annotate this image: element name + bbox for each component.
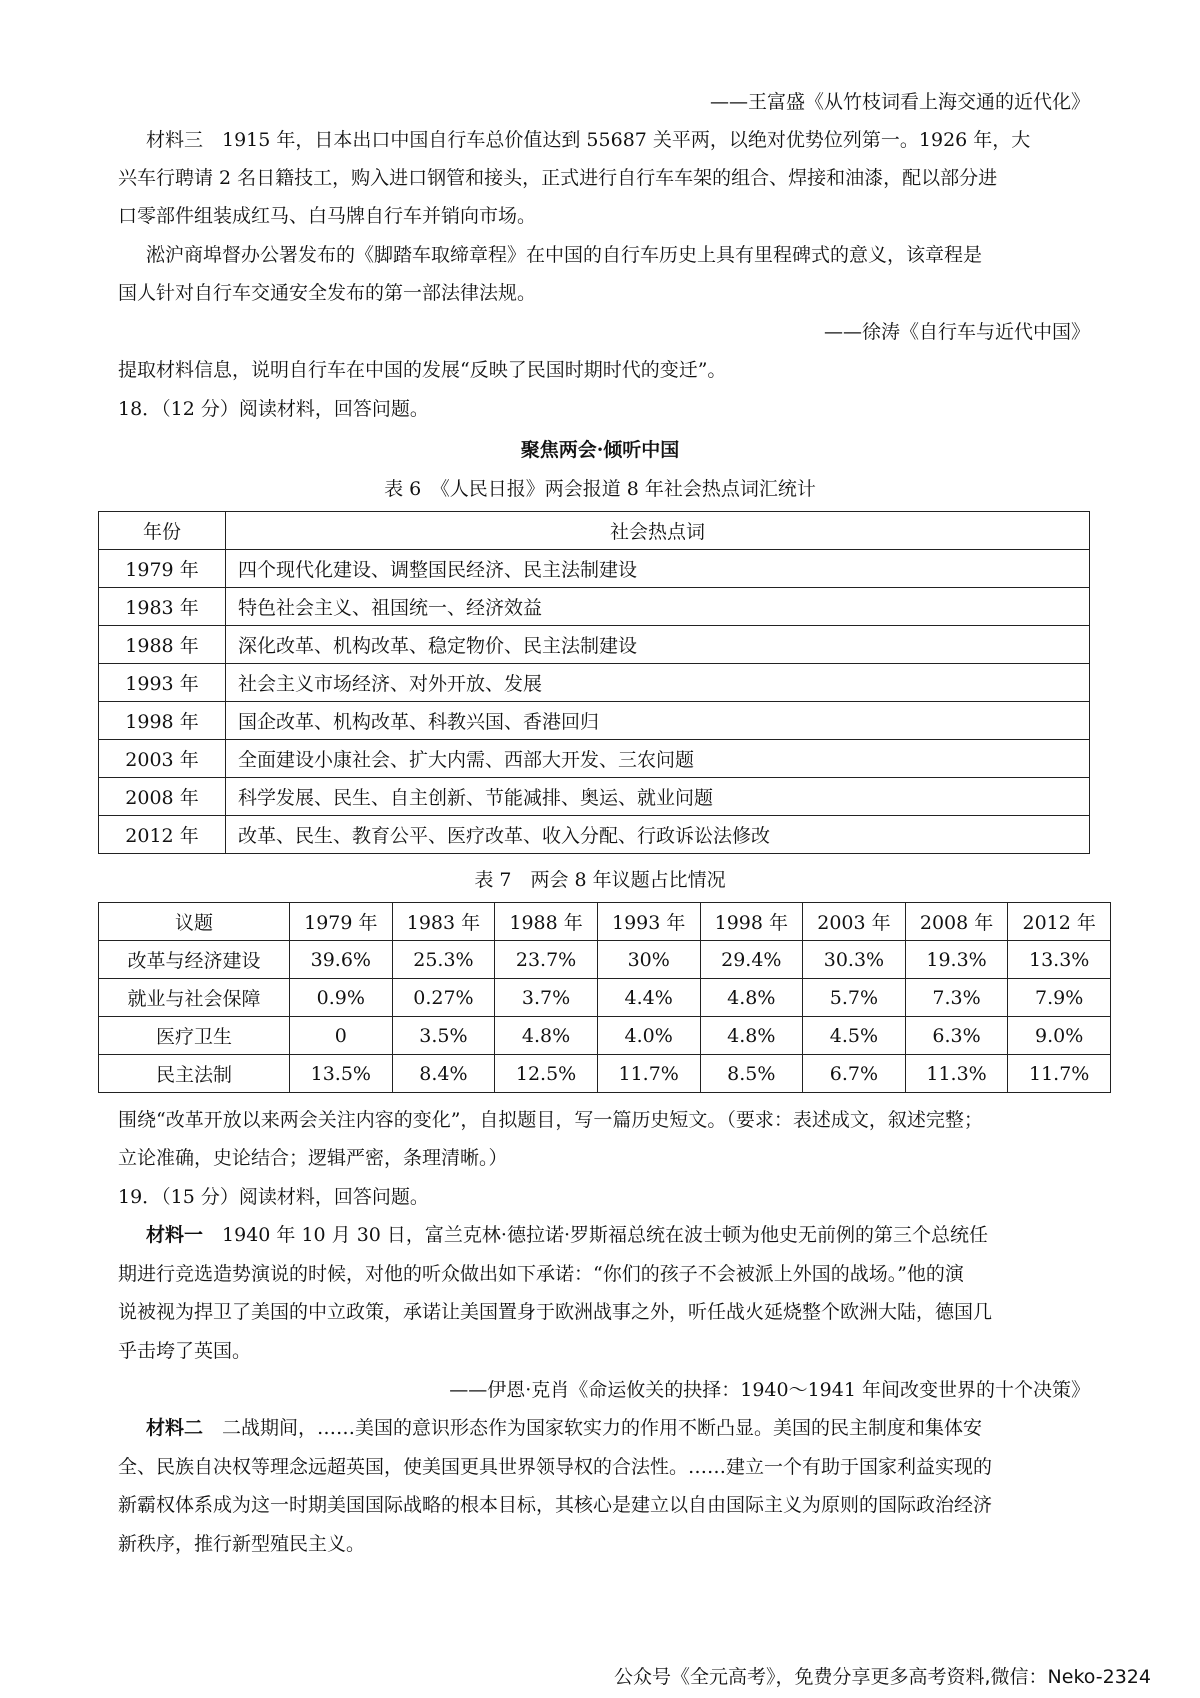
t7-value-cell: 11.7% — [597, 1055, 700, 1093]
table-row — [99, 740, 1090, 778]
t7-header-year: 2012 年 — [1008, 903, 1111, 941]
t6-keywords-cell: 深化改革、机构改革、稳定物价、民主法制建设 — [226, 626, 1090, 664]
t7-value-cell: 7.9% — [1008, 979, 1111, 1017]
table-row — [99, 664, 1090, 702]
t7-value-cell: 4.0% — [597, 1017, 700, 1055]
t7-value-cell: 29.4% — [700, 941, 803, 979]
material3-line4: 淞沪商埠督办公署发布的《脚踏车取缔章程》在中国的自行车历史上具有里程碑式的意义，该章程是 — [146, 244, 983, 266]
t7-topic-cell: 就业与社会保障 — [99, 979, 290, 1017]
q19-material2-line3: 新霸权体系成为这一时期美国国际战略的根本目标，其核心是建立以自由国际主义为原则的国际政治经济 — [118, 1494, 993, 1516]
material3-line1: 材料三 1915 年，日本出口中国自行车总价值达到 55687 关平两，以绝对优势位列第一。1926 年，大 — [146, 129, 1031, 151]
t7-value-cell: 0.9% — [290, 979, 393, 1017]
t7-value-cell: 11.3% — [905, 1055, 1008, 1093]
t6-keywords-cell: 四个现代化建设、调整国民经济、民主法制建设 — [226, 550, 1090, 588]
t6-year-cell: 1988 年 — [99, 626, 226, 664]
t7-value-cell: 4.4% — [597, 979, 700, 1017]
attribution-wang: ——王富盛《从竹枝词看上海交通的近代化》 — [709, 91, 1090, 113]
q18-heading: 18．（12 分）阅读材料，回答问题。 — [118, 398, 429, 420]
table7 — [98, 902, 1111, 1093]
q19-material2-line1 — [146, 1414, 982, 1442]
q19-material1-line2: 期进行竞选造势演说的时候，对他的听众做出如下承诺：“你们的孩子不会被派上外国的战场。”他的演 — [118, 1263, 964, 1285]
table6 — [98, 511, 1090, 854]
material2-label: 材料二 — [146, 1417, 204, 1439]
material3-line5: 国人针对自行车交通安全发布的第一部法律法规。 — [118, 282, 537, 304]
t7-value-cell: 6.3% — [905, 1017, 1008, 1055]
material2-text: 二战期间，……美国的意识形态作为国家软实力的作用不断凸显。美国的民主制度和集体安 — [203, 1417, 983, 1439]
q19-heading: 19．（15 分）阅读材料，回答问题。 — [118, 1186, 429, 1208]
t6-year-cell: 2003 年 — [99, 740, 226, 778]
t7-value-cell: 4.5% — [803, 1017, 906, 1055]
t7-header-year: 1988 年 — [495, 903, 598, 941]
t7-value-cell: 30% — [597, 941, 700, 979]
table-row — [99, 626, 1090, 664]
table-header-row — [99, 512, 1090, 550]
t6-year-cell: 1993 年 — [99, 664, 226, 702]
material3-line2: 兴车行聘请 2 名日籍技工，购入进口钢管和接头，正式进行自行车车架的组合、焊接和油漆，配以部分进 — [118, 167, 998, 189]
t7-header-year: 2003 年 — [803, 903, 906, 941]
t6-keywords-cell: 科学发展、民生、自主创新、节能减排、奥运、就业问题 — [226, 778, 1090, 816]
footer-watermark: 公众号《全元高考》，免费分享更多高考资料,微信：Neko-2324 — [614, 1666, 1151, 1688]
t7-header-year: 1998 年 — [700, 903, 803, 941]
table-row — [99, 550, 1090, 588]
t7-value-cell: 23.7% — [495, 941, 598, 979]
t7-header-year: 1993 年 — [597, 903, 700, 941]
table-row — [99, 979, 1111, 1017]
table-row — [99, 778, 1090, 816]
table-row — [99, 1017, 1111, 1055]
t6-keywords-cell: 改革、民生、教育公平、医疗改革、收入分配、行政诉讼法修改 — [226, 816, 1090, 854]
material3-line3: 口零部件组装成红马、白马牌自行车并销向市场。 — [118, 205, 537, 227]
q19-material1-line3: 说被视为捍卫了美国的中立政策，承诺让美国置身于欧洲战事之外，听任战火延烧整个欧洲大陆，德国几 — [118, 1301, 993, 1323]
t7-value-cell: 39.6% — [290, 941, 393, 979]
t7-value-cell: 25.3% — [392, 941, 495, 979]
t7-topic-cell: 改革与经济建设 — [99, 941, 290, 979]
t6-keywords-cell: 全面建设小康社会、扩大内需、西部大开发、三农问题 — [226, 740, 1090, 778]
t7-value-cell: 19.3% — [905, 941, 1008, 979]
t7-header-year: 2008 年 — [905, 903, 1008, 941]
table7-caption: 表 7 两会 8 年议题占比情况 — [474, 869, 726, 891]
t7-topic-cell: 医疗卫生 — [99, 1017, 290, 1055]
table-row — [99, 702, 1090, 740]
t7-value-cell: 3.7% — [495, 979, 598, 1017]
table-row — [99, 816, 1090, 854]
t7-value-cell: 4.8% — [700, 1017, 803, 1055]
t7-value-cell: 8.5% — [700, 1055, 803, 1093]
t7-header-topic: 议题 — [99, 903, 290, 941]
t6-keywords-cell: 国企改革、机构改革、科教兴国、香港回归 — [226, 702, 1090, 740]
t6-year-cell: 1983 年 — [99, 588, 226, 626]
t7-value-cell: 3.5% — [392, 1017, 495, 1055]
table6-caption: 表 6 《人民日报》两会报道 8 年社会热点词汇统计 — [384, 478, 816, 500]
table-row — [99, 941, 1111, 979]
q19-material2-line4: 新秩序，推行新型殖民主义。 — [118, 1533, 366, 1555]
t7-value-cell: 13.5% — [290, 1055, 393, 1093]
table-row — [99, 588, 1090, 626]
t7-value-cell: 4.8% — [700, 979, 803, 1017]
t6-header-keywords: 社会热点词 — [226, 512, 1090, 550]
t6-year-cell: 2008 年 — [99, 778, 226, 816]
t7-header-year: 1983 年 — [392, 903, 495, 941]
q18-title: 聚焦两会·倾听中国 — [520, 439, 680, 461]
q18-task-line1: 围绕“改革开放以来两会关注内容的变化”，自拟题目，写一篇历史短文。（要求：表述成文，叙述完整； — [118, 1109, 983, 1131]
t7-value-cell: 0 — [290, 1017, 393, 1055]
t6-header-year: 年份 — [99, 512, 226, 550]
t7-value-cell: 12.5% — [495, 1055, 598, 1093]
t7-value-cell: 9.0% — [1008, 1017, 1111, 1055]
t7-value-cell: 5.7% — [803, 979, 906, 1017]
t6-keywords-cell: 特色社会主义、祖国统一、经济效益 — [226, 588, 1090, 626]
t7-value-cell: 4.8% — [495, 1017, 598, 1055]
table-row — [99, 1055, 1111, 1093]
t7-value-cell: 13.3% — [1008, 941, 1111, 979]
t7-value-cell: 30.3% — [803, 941, 906, 979]
t7-value-cell: 8.4% — [392, 1055, 495, 1093]
t7-value-cell: 6.7% — [803, 1055, 906, 1093]
t7-value-cell: 7.3% — [905, 979, 1008, 1017]
table-header-row — [99, 903, 1111, 941]
t6-year-cell: 1979 年 — [99, 550, 226, 588]
attribution-kershaw: ——伊恩·克肖《命运攸关的抉择：1940～1941 年间改变世界的十个决策》 — [449, 1379, 1090, 1401]
q19-material1-line1 — [146, 1221, 988, 1249]
q19-material1-line4: 乎击垮了英国。 — [118, 1340, 252, 1362]
t6-year-cell: 2012 年 — [99, 816, 226, 854]
material1-text: 1940 年 10 月 30 日，富兰克林·德拉诺·罗斯福总统在波士顿为他史无前例的第三个总统任 — [203, 1224, 989, 1246]
attribution-xu: ——徐涛《自行车与近代中国》 — [823, 321, 1090, 343]
t7-value-cell: 0.27% — [392, 979, 495, 1017]
t7-header-year: 1979 年 — [290, 903, 393, 941]
material1-label: 材料一 — [146, 1224, 204, 1246]
t7-topic-cell: 民主法制 — [99, 1055, 290, 1093]
q17-task: 提取材料信息，说明自行车在中国的发展“反映了民国时期时代的变迁”。 — [118, 359, 727, 381]
q19-material2-line2: 全、民族自决权等理念远超英国，使美国更具世界领导权的合法性。……建立一个有助于国家利益实现的 — [118, 1456, 993, 1478]
t6-year-cell: 1998 年 — [99, 702, 226, 740]
q18-task-line2: 立论准确，史论结合；逻辑严密，条理清晰。） — [118, 1147, 508, 1169]
t7-value-cell: 11.7% — [1008, 1055, 1111, 1093]
t6-keywords-cell: 社会主义市场经济、对外开放、发展 — [226, 664, 1090, 702]
